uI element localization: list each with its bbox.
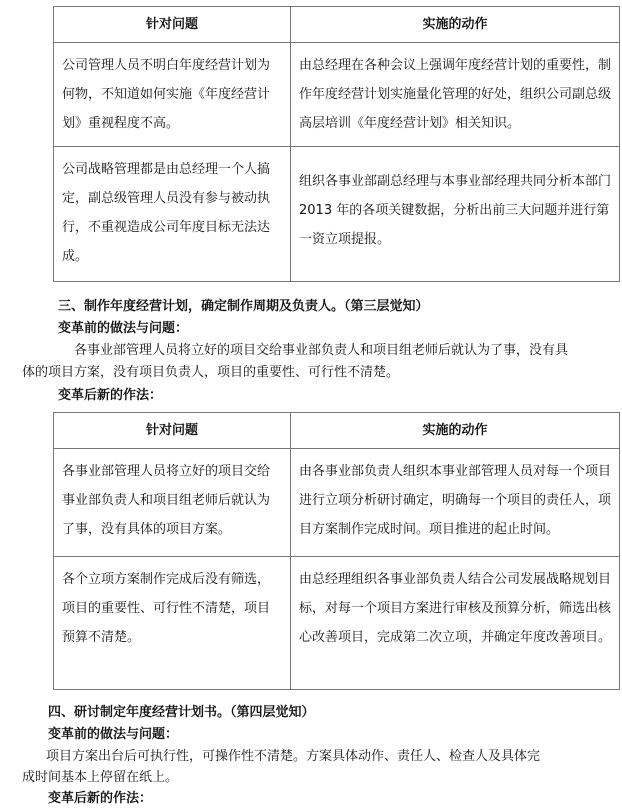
action-cell: 由总经理在各种会议上强调年度经营计划的重要性，制作年度经营计划实施量化管理的好处，组织公司副总级高层培训《年度经营计划》相关知识。	[291, 43, 620, 147]
header-action: 实施的动作	[291, 7, 620, 43]
section-4-before-text-2: 成时间基本上停留在纸上。	[22, 770, 179, 785]
section-4-heading: 四、研讨制定年度经营计划书。（第四层觉知）	[48, 705, 315, 720]
section-3-heading: 三、制作年度经营计划，确定制作周期及负责人。（第三层觉知）	[58, 299, 429, 314]
table-header-row	[54, 413, 620, 449]
problem-cell: 各事业部管理人员将立好的项目交给事业部负责人和项目组老师后就认为了事，没有具体的项目方案。	[54, 449, 291, 557]
header-problem: 针对问题	[54, 7, 291, 43]
table-row	[54, 449, 620, 557]
action-cell: 组织各事业部副总经理与本事业部经理共同分析本部门 2013 年的各项关键数据，分析出前三大问题并进行第一资立项提报。	[291, 147, 620, 282]
section-3-before-text-1: 各事业部管理人员将立好的项目交给事业部负责人和项目组老师后就认为了事，没有具	[74, 343, 569, 358]
problem-cell: 公司管理人员不明白年度经营计划为何物，不知道如何实施《年度经营计划》重视程度不高。	[54, 43, 291, 147]
section-3-before-text-2: 体的项目方案，没有项目负责人，项目的重要性、可行性不清楚。	[22, 365, 400, 380]
section-4-before-label: 变革前的做法与问题：	[48, 727, 179, 742]
problem-cell: 公司战略管理都是由总经理一个人搞定，副总级管理人员没有参与被动执行，不重视造成公司年度目标无法达成。	[54, 147, 291, 282]
table-1	[53, 6, 620, 282]
table-2	[53, 412, 620, 690]
action-cell: 由总经理组织各事业部负责人结合公司发展战略规划目标，对每一个项目方案进行审核及预算分析，筛选出核心改善项目，完成第二次立项，并确定年度改善项目。	[291, 557, 620, 690]
table-header-row	[54, 7, 620, 43]
section-4-before-text-1: 项目方案出台后可执行性，可操作性不清楚。方案具体动作、责任人、检查人及具体完	[46, 749, 541, 764]
table-row	[54, 147, 620, 282]
section-3-before-label: 变革前的做法与问题：	[58, 321, 189, 336]
problem-cell: 各个立项方案制作完成后没有筛选，项目的重要性、可行性不清楚，项目预算不清楚。	[54, 557, 291, 690]
table-row	[54, 557, 620, 690]
header-problem: 针对问题	[54, 413, 291, 449]
section-3-after-label: 变革后新的作法：	[58, 388, 163, 403]
header-action: 实施的动作	[291, 413, 620, 449]
action-cell: 由各事业部负责人组织本事业部管理人员对每一个项目进行立项分析研讨确定，明确每一个项目的责任人，项目方案制作完成时间。项目推进的起止时间。	[291, 449, 620, 557]
table-row	[54, 43, 620, 147]
section-4-after-label: 变革后新的作法：	[48, 791, 153, 806]
